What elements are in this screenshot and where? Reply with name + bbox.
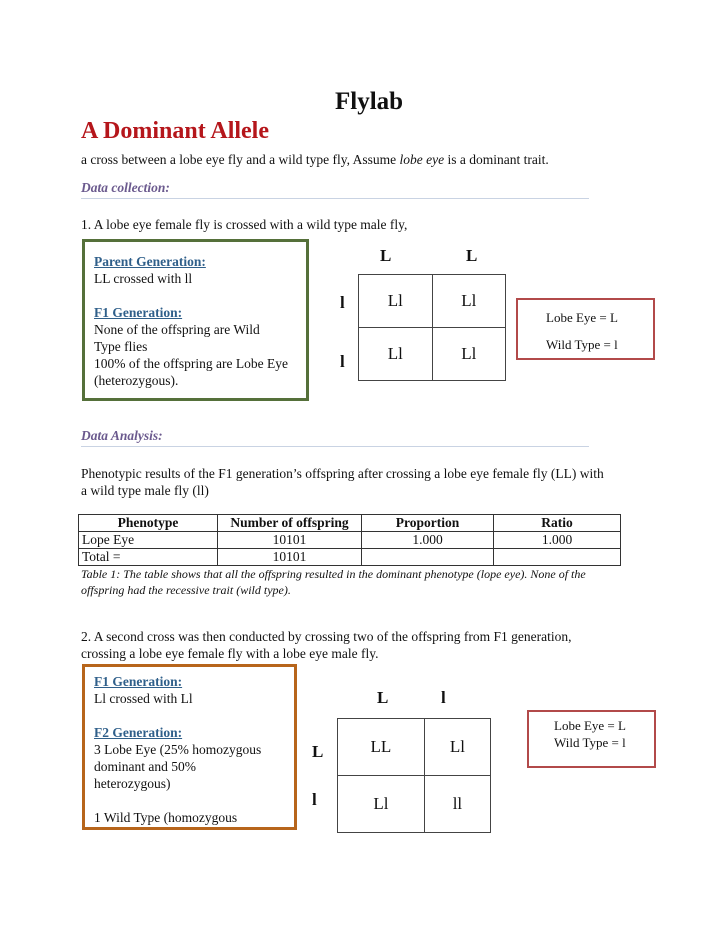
f2-line-4: 1 Wild Type (homozygous	[94, 810, 238, 825]
table-cell: 1.000	[362, 532, 494, 549]
section-heading: A Dominant Allele	[81, 118, 270, 144]
table-cell: Total =	[79, 549, 218, 566]
f1-line-3: 100% of the offspring are Lobe Eye	[94, 356, 288, 371]
f2-line-2: dominant and 50%	[94, 759, 196, 774]
intro-emphasis: lobe eye	[399, 152, 445, 167]
table-row	[79, 532, 621, 549]
punnett1-cell: Ll	[432, 328, 506, 381]
f1-line-2: Type flies	[94, 339, 148, 354]
divider-2	[81, 446, 589, 447]
data-collection-heading: Data collection:	[81, 180, 170, 195]
legend2-lobe: Lobe Eye = L	[554, 718, 626, 733]
table-cell: 10101	[218, 532, 362, 549]
analysis-text-2: a wild type male fly (ll)	[81, 483, 209, 498]
punnett2-cell: Ll	[338, 776, 425, 833]
parent-generation-text: LL crossed with ll	[94, 271, 193, 286]
punnett2-cell: LL	[338, 719, 425, 776]
punnett1-grid	[358, 274, 506, 381]
punnett1-top-0: L	[380, 246, 392, 265]
intro-after: is a dominant trait.	[444, 152, 549, 167]
punnett2-cell: Ll	[424, 719, 490, 776]
f1-line-1: None of the offspring are Wild	[94, 322, 260, 337]
cross1-info-box	[82, 239, 309, 401]
intro-text	[81, 152, 549, 168]
table-cell: Lope Eye	[79, 532, 218, 549]
divider-1	[81, 198, 589, 199]
table-cell	[362, 549, 494, 566]
intro-before: a cross between a lobe eye fly and a wild type fly, Assume	[81, 152, 400, 167]
analysis-text-1: Phenotypic results of the F1 generation’s offspring after crossing a lobe eye female fly (LL) with	[81, 466, 604, 481]
cross2-text-2: crossing a lobe eye female fly with a lobe eye male fly.	[81, 646, 379, 661]
punnett2-top-1: l	[441, 688, 446, 707]
table-header: Proportion	[362, 515, 494, 532]
table-header: Phenotype	[79, 515, 218, 532]
page-title: Flylab	[335, 88, 404, 115]
f1-text-2: Ll crossed with Ll	[94, 691, 193, 706]
punnett1-top-1: L	[466, 246, 478, 265]
parent-generation-heading: Parent Generation:	[94, 254, 206, 269]
punnett2-grid	[337, 718, 491, 833]
table-header: Ratio	[494, 515, 621, 532]
legend1-lobe: Lobe Eye = L	[546, 310, 618, 325]
punnett1-side-1: l	[340, 352, 345, 371]
f1-generation-heading-2: F1 Generation:	[94, 674, 183, 689]
punnett2-cell: ll	[424, 776, 490, 833]
punnett1-side-0: l	[340, 293, 345, 312]
table-caption-1: Table 1: The table shows that all the offspring resulted in the dominant phenotype (lope eye). None of the	[81, 567, 586, 581]
punnett2-top-0: L	[377, 688, 389, 707]
punnett1-cell: Ll	[359, 275, 433, 328]
punnett1-cell: Ll	[432, 275, 506, 328]
table-cell	[494, 549, 621, 566]
legend-box-1	[516, 298, 655, 360]
punnett1-cell: Ll	[359, 328, 433, 381]
legend-box-2	[527, 710, 656, 768]
f2-generation-heading: F2 Generation:	[94, 725, 183, 740]
table-header-row	[79, 515, 621, 532]
f2-line-3: heterozygous)	[94, 776, 171, 791]
table-cell: 10101	[218, 549, 362, 566]
cross2-info-box	[82, 664, 297, 830]
cross2-text-1: 2. A second cross was then conducted by crossing two of the offspring from F1 generation,	[81, 629, 572, 644]
f1-line-4: (heterozygous).	[94, 373, 179, 388]
punnett2-side-0: L	[312, 742, 324, 761]
punnett2-side-1: l	[312, 790, 317, 809]
f2-line-1: 3 Lobe Eye (25% homozygous	[94, 742, 262, 757]
table-header: Number of offspring	[218, 515, 362, 532]
results-table	[78, 514, 621, 566]
legend2-wild: Wild Type = l	[554, 735, 626, 750]
data-analysis-heading: Data Analysis:	[81, 428, 163, 443]
f1-generation-heading: F1 Generation:	[94, 305, 183, 320]
legend1-wild: Wild Type = l	[546, 337, 618, 352]
table-caption-2: offspring had the recessive trait (wild type).	[81, 583, 291, 597]
table-cell: 1.000	[494, 532, 621, 549]
table-row	[79, 549, 621, 566]
cross1-text: 1. A lobe eye female fly is crossed with a wild type male fly,	[81, 217, 408, 232]
